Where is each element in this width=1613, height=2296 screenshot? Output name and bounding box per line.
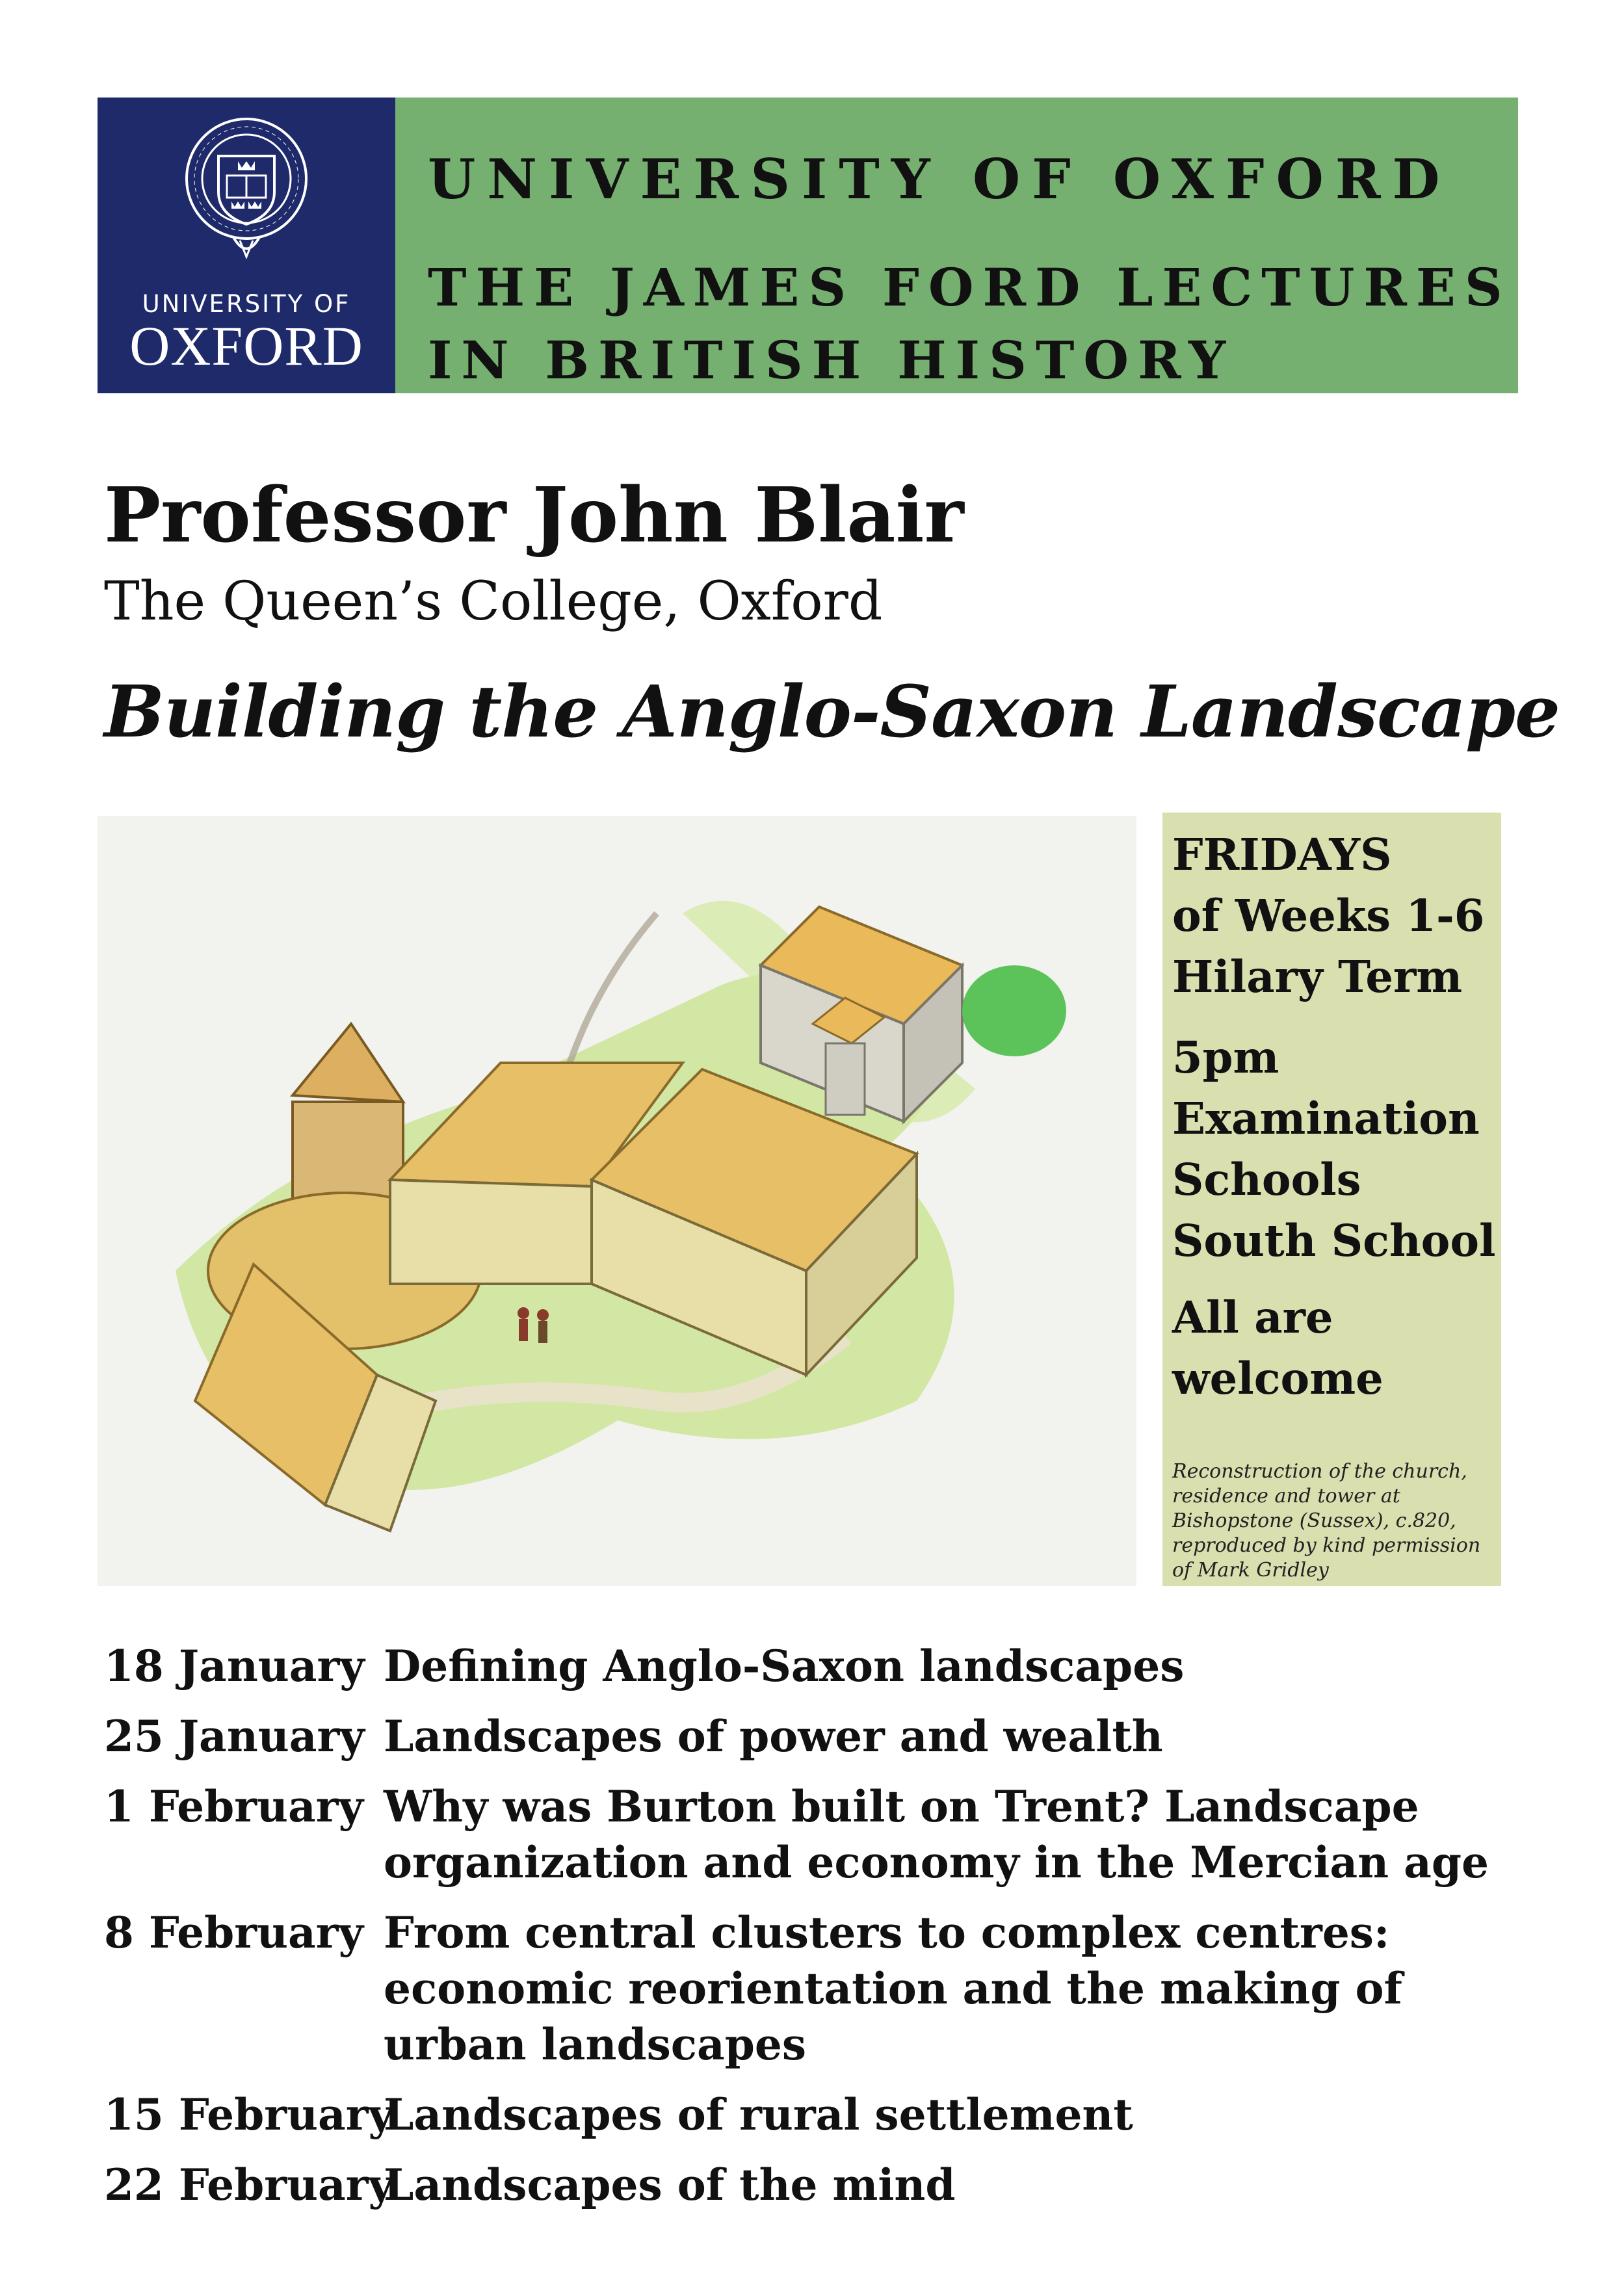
logo-text-oxford: OXFORD: [129, 315, 363, 377]
schedule-date: 15 February: [104, 2089, 393, 2140]
schedule-date: 22 February: [104, 2159, 393, 2210]
lecture-series-heading: [428, 251, 1512, 397]
schedule-title: From central clusters to complex centres: economic reorientation and the making of urban landscapes: [384, 1907, 1402, 2070]
settlement-drawing-icon: [98, 816, 1136, 1586]
event-time: 5pm: [1172, 1032, 1279, 1083]
schedule-title: Landscapes of the mind: [384, 2159, 956, 2210]
speaker-name: Professor John Blair: [104, 471, 964, 560]
university-logo: [98, 98, 395, 393]
event-welcome-line-1: All are: [1172, 1292, 1333, 1343]
schedule-row: [104, 2087, 1534, 2143]
university-name: UNIVERSITY OF OXFORD: [428, 147, 1452, 211]
event-welcome-line-2: welcome: [1172, 1353, 1384, 1404]
schedule-title: Defining Anglo-Saxon landscapes: [384, 1641, 1185, 1691]
schedule-row: [104, 1779, 1534, 1890]
schedule-row: [104, 1905, 1534, 2072]
event-days: [1172, 824, 1484, 1008]
schedule-date: 1 February: [104, 1781, 363, 1832]
schedule-title: Landscapes of power and wealth: [384, 1711, 1163, 1762]
event-days-line-3: Hilary Term: [1172, 951, 1463, 1002]
schedule-row: [104, 1708, 1534, 1764]
lecture-series-title: Building the Anglo-Saxon Landscape: [104, 670, 1560, 753]
reconstruction-illustration: [98, 816, 1136, 1586]
header-band: [395, 98, 1518, 393]
event-info-panel: [1162, 813, 1501, 1586]
event-venue-line-3: South School: [1172, 1215, 1496, 1266]
event-venue-line-1: Examination: [1172, 1093, 1480, 1144]
schedule-row: [104, 1638, 1534, 1694]
schedule-title: Landscapes of rural settlement: [384, 2089, 1133, 2140]
event-venue-line-2: Schools: [1172, 1154, 1361, 1205]
speaker-college: The Queen’s College, Oxford: [104, 571, 883, 633]
event-welcome: [1172, 1287, 1384, 1409]
lecture-schedule: [104, 1638, 1534, 2213]
event-time-venue: [1172, 1027, 1496, 1272]
schedule-date: 8 February: [104, 1907, 363, 1958]
event-days-line-2: of Weeks 1-6: [1172, 890, 1485, 941]
university-crest-icon: [178, 111, 315, 267]
schedule-date: 25 January: [104, 1711, 365, 1762]
schedule-title: Why was Burton built on Trent? Landscape organization and economy in the Mercian age: [384, 1781, 1489, 1888]
schedule-row: [104, 2157, 1534, 2213]
lecture-series-line-2: IN BRITISH HISTORY: [428, 330, 1235, 391]
illustration-caption: Reconstruction of the church, residence and tower at Bishopstone (Sussex), c.820, reproduced by kind permission of Mark Gridley: [1172, 1460, 1481, 1582]
event-days-line-1: FRIDAYS: [1172, 829, 1392, 880]
logo-text-university-of: UNIVERSITY OF: [142, 290, 351, 318]
lecture-series-line-1: THE JAMES FORD LECTURES: [428, 257, 1512, 318]
schedule-date: 18 January: [104, 1641, 365, 1691]
